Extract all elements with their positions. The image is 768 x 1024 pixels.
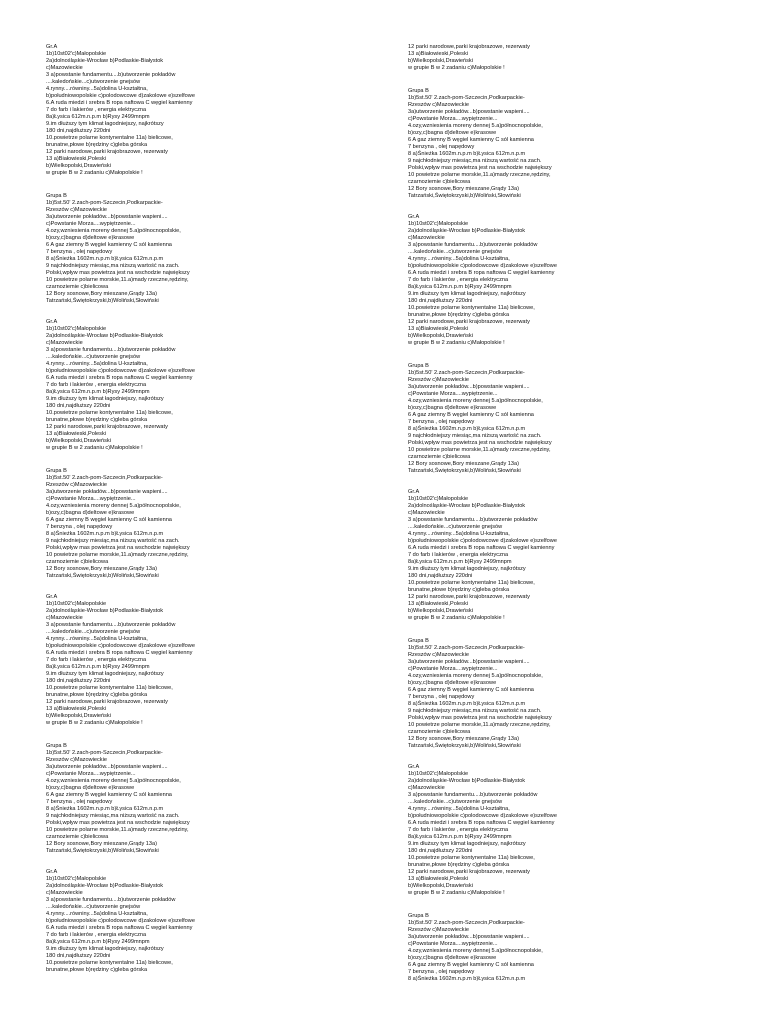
left-block-0-line: 13 a)Białowieski,Poleski xyxy=(46,156,107,162)
right-block-5-line: Polski,wpływ mas powietrza jest na wschodzie największy xyxy=(408,715,552,721)
left-block-0-line: b)Wielkopolski,Drawieński xyxy=(46,163,111,169)
left-block-4-line: 1b)10st02'c)Małopolskie xyxy=(46,601,107,607)
right-block-4-line: w grupie B w 2 zadaniu c)Małopolskie ! xyxy=(408,615,505,621)
right-block-6-line: 7 do farb i lakierów , energia elektryczna xyxy=(408,827,509,833)
left-block-2-line: c)Mazowieckie xyxy=(46,340,83,346)
right-block-3-line: 1b)5st.50' 2.zach-pom-Szczecin,Podkarpackie- xyxy=(408,370,525,376)
right-block-5-line: 1b)5st.50' 2.zach-pom-Szczecin,Podkarpackie- xyxy=(408,645,525,651)
left-block-0-line: 4.rynny....równiny...5a)dolina U-kształtna, xyxy=(46,86,148,92)
right-block-6-line: 9.im dłuższy tym klimat łagodniejszy, najkrótszy xyxy=(408,841,526,847)
right-block-1-line: 1b)5st.50' 2.zach-pom-Szczecin,Podkarpackie- xyxy=(408,95,525,101)
left-block-6-line: ....kaledońskie...c)utworzenie gnejsów xyxy=(46,904,141,910)
left-block-1-line: c)Powstanie Morza....wypiętrzenie... xyxy=(46,221,136,227)
right-block-7-line: 4.ozy,wzniesienia moreny dennej 5.a)północnopolskie, xyxy=(408,948,543,954)
right-block-0-line: w grupie B w 2 zadaniu c)Małopolskie ! xyxy=(408,65,505,71)
left-block-5-line: Grupa B xyxy=(46,743,67,749)
right-block-5-line: Grupa B xyxy=(408,638,429,644)
left-block-2-line: b)południowopolskie c)polodowcowe d)zakolowe e)szelfowe xyxy=(46,368,195,374)
right-block-3-line: 8 a)Śnieżka 1602m.n.p.m b)Łysica 612m.n.p.m xyxy=(408,426,526,432)
left-block-4-line: 3 a)powstanie fundamentu....b)utworzenie pokładów xyxy=(46,622,176,628)
left-block-4-line: brunatne,płowe b)rędziny c)gleba górska xyxy=(46,692,148,698)
left-block-2-line: 2a)dolnośląskie-Wrocław b)Podlaskie-Białystok xyxy=(46,333,164,339)
left-block-6-line: b)południowopolskie c)polodowcowe d)zakolowe e)szelfowe xyxy=(46,918,195,924)
left-block-1-line: b)ozy,c)bagna d)deltowe e)krasowe xyxy=(46,235,135,241)
right-block-6-line: 2a)dolnośląskie-Wrocław b)Podlaskie-Białystok xyxy=(408,778,526,784)
left-block-1-line: 4.ozy,wzniesienia moreny dennej 5.a)północnopolskie, xyxy=(46,228,181,234)
left-block-6-line: Gr.A xyxy=(46,869,58,875)
left-block-4-line: w grupie B w 2 zadaniu c)Małopolskie ! xyxy=(46,720,143,726)
left-block-2-line: 7 do farb i lakierów , energia elektryczna xyxy=(46,382,147,388)
right-block-1-line: Rzeszów c)Mazowieckie xyxy=(408,102,469,108)
left-block-3-line: 9 najchłodniejszy miesiąc,ma niższą wartość na zach. xyxy=(46,538,180,544)
right-block-5-line: 4.ozy,wzniesienia moreny dennej 5.a)północnopolskie, xyxy=(408,673,543,679)
left-block-3-line: 8 a)Śnieżka 1602m.n.p.m b)Łysica 612m.n.p.m xyxy=(46,531,164,537)
left-block-5-line: 10 powietrze polarne morskie,11.a)mady rzeczne,rędziny, xyxy=(46,827,189,833)
right-block-6-line: ....kaledońskie...c)utworzenie gnejsów xyxy=(408,799,503,805)
right-block-4-line: c)Mazowieckie xyxy=(408,510,445,516)
right-block-3-line: 9 najchłodniejszy miesiąc,ma niższą wartość na zach. xyxy=(408,433,542,439)
right-block-6-line: c)Mazowieckie xyxy=(408,785,445,791)
left-block-4-line: 6.A ruda miedzi i srebra B ropa naftowa C węgiel kamienny xyxy=(46,650,193,656)
right-block-5-line: Tatrzański,Świętokrzyski,b)Woliński,Słowiński xyxy=(408,743,521,749)
right-block-1-line: 4.ozy,wzniesienia moreny dennej 5.a)północnopolskie, xyxy=(408,123,543,129)
right-block-3-line: Polski,wpływ mas powietrza jest na wschodzie największy xyxy=(408,440,552,446)
left-block-4-line: 7 do farb i lakierów , energia elektryczna xyxy=(46,657,147,663)
left-block-2-line: 6.A ruda miedzi i srebra B ropa naftowa C węgiel kamienny xyxy=(46,375,193,381)
right-block-5-line: 8 a)Śnieżka 1602m.n.p.m b)Łysica 612m.n.p.m xyxy=(408,701,526,707)
right-block-3-line: Rzeszów c)Mazowieckie xyxy=(408,377,469,383)
right-block-3-line: c)Powstanie Morza....wypiętrzenie... xyxy=(408,391,498,397)
left-block-4-line: ....kaledońskie...c)utworzenie gnejsów xyxy=(46,629,141,635)
left-block-1-line: Tatrzański,Świętokrzyski,b)Woliński,Słowiński xyxy=(46,298,159,304)
right-block-5-line: czarnoziemie c)bielicowa xyxy=(408,729,471,735)
left-block-2-line: 13 a)Białowieski,Poleski xyxy=(46,431,107,437)
right-block-4-line: ....kaledońskie...c)utworzenie gnejsów xyxy=(408,524,503,530)
right-block-6-line: b)południowopolskie c)polodowcowe d)zakolowe e)szelfowe xyxy=(408,813,557,819)
left-block-6-line: 3 a)powstanie fundamentu....b)utworzenie pokładów xyxy=(46,897,176,903)
left-block-5-line: 7 benzyna , olej napędowy xyxy=(46,799,113,805)
right-block-4-line: 12 parki narodowe,parki krajobrazowe, rezerwaty xyxy=(408,594,530,600)
left-block-2-line: b)Wielkopolski,Drawieński xyxy=(46,438,111,444)
left-block-5-line: 6 A gaz ziemny B węgiel kamienny C sól kamienna xyxy=(46,792,172,798)
right-block-7-line: Grupa B xyxy=(408,913,429,919)
left-block-5-line: c)Powstanie Morza....wypiętrzenie... xyxy=(46,771,136,777)
left-block-6-line: c)Mazowieckie xyxy=(46,890,83,896)
right-block-1-line: 7 benzyna , olej napędowy xyxy=(408,144,475,150)
left-block-4-line: 9.im dłuższy tym klimat łagodniejszy, najkrótszy xyxy=(46,671,164,677)
right-block-2-line: 9.im dłuższy tym klimat łagodniejszy, najkrótszy xyxy=(408,291,526,297)
left-block-0-line: ....kaledońskie...c)utworzenie gnejsów xyxy=(46,79,141,85)
left-block-3-line: 6 A gaz ziemny B węgiel kamienny C sól kamienna xyxy=(46,517,172,523)
left-block-1-line: 8 a)Śnieżka 1602m.n.p.m b)Łysica 612m.n.p.m xyxy=(46,256,164,262)
right-block-3-line: 3a)utworzenie pokładów...b)powstanie wapieni.... xyxy=(408,384,530,390)
left-block-5-line: Rzeszów c)Mazowieckie xyxy=(46,757,107,763)
right-block-4-line: b)południowopolskie c)polodowcowe d)zakolowe e)szelfowe xyxy=(408,538,557,544)
left-block-4-line: b)południowopolskie c)polodowcowe d)zakolowe e)szelfowe xyxy=(46,643,195,649)
right-block-6-line: 180 dni,najdłuższy 220dni xyxy=(408,848,473,854)
right-block-5-line: 3a)utworzenie pokładów...b)powstanie wapieni.... xyxy=(408,659,530,665)
right-block-6-line: w grupie B w 2 zadaniu c)Małopolskie ! xyxy=(408,890,505,896)
left-block-0-line: brunatne,płowe b)rędziny c)gleba górska xyxy=(46,142,148,148)
right-block-3-line: b)ozy,c)bagna d)deltowe e)krasowe xyxy=(408,405,497,411)
right-block-0-line: 12 parki narodowe,parki krajobrazowe, rezerwaty xyxy=(408,44,530,50)
right-block-1-line: Grupa B xyxy=(408,88,429,94)
right-block-2-line: b)Wielkopolski,Drawieński xyxy=(408,333,473,339)
right-block-1-line: Polski,wpływ mas powietrza jest na wschodzie największy xyxy=(408,165,552,171)
right-block-5-line: 6 A gaz ziemny B węgiel kamienny C sól kamienna xyxy=(408,687,534,693)
right-block-7-line: Rzeszów c)Mazowieckie xyxy=(408,927,469,933)
left-block-6-line: brunatne,płowe b)rędziny c)gleba górska xyxy=(46,967,148,973)
left-block-0-line: 1b)10st02'c)Małopolskie xyxy=(46,51,107,57)
right-block-1-line: 8 a)Śnieżka 1602m.n.p.m b)Łysica 612m.n.p.m xyxy=(408,151,526,157)
right-block-4-line: 13 a)Białowieski,Poleski xyxy=(408,601,469,607)
left-block-3-line: b)ozy,c)bagna d)deltowe e)krasowe xyxy=(46,510,135,516)
left-block-3-line: 1b)5st.50' 2.zach-pom-Szczecin,Podkarpackie- xyxy=(46,475,163,481)
left-block-2-line: 12 parki narodowe,parki krajobrazowe, rezerwaty xyxy=(46,424,168,430)
right-block-2-line: 13 a)Białowieski,Poleski xyxy=(408,326,469,332)
left-block-4-line: b)Wielkopolski,Drawieński xyxy=(46,713,111,719)
left-block-3-line: 4.ozy,wzniesienia moreny dennej 5.a)północnopolskie, xyxy=(46,503,181,509)
left-block-3-line: c)Powstanie Morza....wypiętrzenie... xyxy=(46,496,136,502)
left-block-3-line: Tatrzański,Świętokrzyski,b)Woliński,Słowiński xyxy=(46,573,159,579)
left-block-3-line: 12 Bory sosnowe,Bory mieszane,Grądy 13a) xyxy=(46,566,157,572)
left-block-4-line: 2a)dolnośląskie-Wrocław b)Podlaskie-Białystok xyxy=(46,608,164,614)
right-block-2-line: 12 parki narodowe,parki krajobrazowe, rezerwaty xyxy=(408,319,530,325)
right-block-5-line: c)Powstanie Morza....wypiętrzenie... xyxy=(408,666,498,672)
right-block-4-line: Gr.A xyxy=(408,489,420,495)
right-block-7-line: b)ozy,c)bagna d)deltowe e)krasowe xyxy=(408,955,497,961)
left-block-5-line: 3a)utworzenie pokładów...b)powstanie wapieni.... xyxy=(46,764,168,770)
left-block-2-line: 4.rynny....równiny...5a)dolina U-kształtna, xyxy=(46,361,148,367)
right-block-2-line: brunatne,płowe b)rędziny c)gleba górska xyxy=(408,312,510,318)
left-block-4-line: 4.rynny....równiny...5a)dolina U-kształtna, xyxy=(46,636,148,642)
right-block-1-line: b)ozy,c)bagna d)deltowe e)krasowe xyxy=(408,130,497,136)
left-block-1-line: Rzeszów c)Mazowieckie xyxy=(46,207,107,213)
right-block-7-line: c)Powstanie Morza....wypiętrzenie... xyxy=(408,941,498,947)
left-block-2-line: ....kaledońskie...c)utworzenie gnejsów xyxy=(46,354,141,360)
left-block-5-line: Tatrzański,Świętokrzyski,b)Woliński,Słowiński xyxy=(46,848,159,854)
left-block-0-line: c)Mazowieckie xyxy=(46,65,83,71)
left-block-6-line: 9.im dłuższy tym klimat łagodniejszy, najkrótszy xyxy=(46,946,164,952)
left-block-4-line: 10.powietrze polarne kontynentalne 11a) bielicowe, xyxy=(46,685,173,691)
left-block-2-line: Gr.A xyxy=(46,319,58,325)
left-block-6-line: 10.powietrze polarne kontynentalne 11a) bielicowe, xyxy=(46,960,173,966)
right-block-4-line: 7 do farb i lakierów , energia elektryczna xyxy=(408,552,509,558)
left-block-5-line: 12 Bory sosnowe,Bory mieszane,Grądy 13a) xyxy=(46,841,157,847)
left-block-0-line: Gr.A xyxy=(46,44,58,50)
right-block-4-line: 1b)10st02'c)Małopolskie xyxy=(408,496,469,502)
left-block-0-line: 6.A ruda miedzi i srebra B ropa naftowa C węgiel kamienny xyxy=(46,100,193,106)
right-block-5-line: 9 najchłodniejszy miesiąc,ma niższą wartość na zach. xyxy=(408,708,542,714)
right-block-6-line: 13 a)Białowieski,Poleski xyxy=(408,876,469,882)
left-block-6-line: 8a)Łysica 612m.n.p.m b)Rysy 2499mnpm xyxy=(46,939,150,945)
right-block-1-line: 3a)utworzenie pokładów...b)powstanie wapieni.... xyxy=(408,109,530,115)
left-block-1-line: Grupa B xyxy=(46,193,67,199)
left-block-1-line: 6 A gaz ziemny B węgiel kamienny C sól kamienna xyxy=(46,242,172,248)
left-block-6-line: 6.A ruda miedzi i srebra B ropa naftowa C węgiel kamienny xyxy=(46,925,193,931)
left-block-2-line: 9.im dłuższy tym klimat łagodniejszy, najkrótszy xyxy=(46,396,164,402)
right-block-3-line: 6 A gaz ziemny B węgiel kamienny C sól kamienna xyxy=(408,412,534,418)
right-block-0-line: 13 a)Białowieski,Poleski xyxy=(408,51,469,57)
left-block-0-line: 12 parki narodowe,parki krajobrazowe, rezerwaty xyxy=(46,149,168,155)
left-block-1-line: 3a)utworzenie pokładów...b)powstanie wapieni.... xyxy=(46,214,168,220)
right-block-3-line: Tatrzański,Świętokrzyski,b)Woliński,Słowiński xyxy=(408,468,521,474)
right-block-3-line: 7 benzyna , olej napędowy xyxy=(408,419,475,425)
left-block-1-line: Polski,wpływ mas powietrza jest na wschodzie największy xyxy=(46,270,190,276)
right-block-1-line: 9 najchłodniejszy miesiąc,ma niższą wartość na zach. xyxy=(408,158,542,164)
left-block-3-line: czarnoziemie c)bielicowa xyxy=(46,559,109,565)
left-block-1-line: 9 najchłodniejszy miesiąc,ma niższą wartość na zach. xyxy=(46,263,180,269)
right-block-4-line: 6.A ruda miedzi i srebra B ropa naftowa C węgiel kamienny xyxy=(408,545,555,551)
left-block-1-line: 12 Bory sosnowe,Bory mieszane,Grądy 13a) xyxy=(46,291,157,297)
right-block-7-line: 8 a)Śnieżka 1602m.n.p.m b)Łysica 612m.n.p.m xyxy=(408,976,526,982)
left-block-0-line: 2a)dolnośląskie-Wrocław b)Podlaskie-Białystok xyxy=(46,58,164,64)
right-block-5-line: b)ozy,c)bagna d)deltowe e)krasowe xyxy=(408,680,497,686)
right-block-3-line: 10 powietrze polarne morskie,11.a)mady rzeczne,rędziny, xyxy=(408,447,551,453)
right-block-4-line: 10.powietrze polarne kontynentalne 11a) bielicowe, xyxy=(408,580,535,586)
right-block-6-line: 10.powietrze polarne kontynentalne 11a) bielicowe, xyxy=(408,855,535,861)
right-block-2-line: 4.rynny....równiny...5a)dolina U-kształtna, xyxy=(408,256,510,262)
right-block-2-line: 1b)10st02'c)Małopolskie xyxy=(408,221,469,227)
left-block-5-line: 9 najchłodniejszy miesiąc,ma niższą wartość na zach. xyxy=(46,813,180,819)
left-block-3-line: Rzeszów c)Mazowieckie xyxy=(46,482,107,488)
left-block-2-line: w grupie B w 2 zadaniu c)Małopolskie ! xyxy=(46,445,143,451)
right-block-3-line: 4.ozy,wzniesienia moreny dennej 5.a)północnopolskie, xyxy=(408,398,543,404)
right-block-2-line: c)Mazowieckie xyxy=(408,235,445,241)
right-block-2-line: 8a)Łysica 612m.n.p.m b)Rysy 2499mnpm xyxy=(408,284,512,290)
left-block-6-line: 2a)dolnośląskie-Wrocław b)Podlaskie-Białystok xyxy=(46,883,164,889)
right-block-4-line: 180 dni,najdłuższy 220dni xyxy=(408,573,473,579)
right-block-1-line: czarnoziemie c)bielicowa xyxy=(408,179,471,185)
left-block-0-line: w grupie B w 2 zadaniu c)Małopolskie ! xyxy=(46,170,143,176)
left-block-4-line: c)Mazowieckie xyxy=(46,615,83,621)
left-block-6-line: 4.rynny....równiny...5a)dolina U-kształtna, xyxy=(46,911,148,917)
right-block-4-line: b)Wielkopolski,Drawieński xyxy=(408,608,473,614)
right-block-6-line: 8a)Łysica 612m.n.p.m b)Rysy 2499mnpm xyxy=(408,834,512,840)
right-block-5-line: 10 powietrze polarne morskie,11.a)mady rzeczne,rędziny, xyxy=(408,722,551,728)
left-block-1-line: 1b)5st.50' 2.zach-pom-Szczecin,Podkarpackie- xyxy=(46,200,163,206)
right-block-6-line: 12 parki narodowe,parki krajobrazowe, rezerwaty xyxy=(408,869,530,875)
right-block-5-line: 12 Bory sosnowe,Bory mieszane,Grądy 13a) xyxy=(408,736,519,742)
left-block-0-line: 9.im dłuższy tym klimat łagodniejszy, najkrótszy xyxy=(46,121,164,127)
left-block-5-line: b)ozy,c)bagna d)deltowe e)krasowe xyxy=(46,785,135,791)
left-block-3-line: Polski,wpływ mas powietrza jest na wschodzie największy xyxy=(46,545,190,551)
left-block-0-line: b)południowopolskie c)polodowcowe d)zakolowe e)szelfowe xyxy=(46,93,195,99)
left-block-4-line: 12 parki narodowe,parki krajobrazowe, rezerwaty xyxy=(46,699,168,705)
right-block-3-line: czarnoziemie c)bielicowa xyxy=(408,454,471,460)
right-block-6-line: 6.A ruda miedzi i srebra B ropa naftowa C węgiel kamienny xyxy=(408,820,555,826)
left-block-5-line: 8 a)Śnieżka 1602m.n.p.m b)Łysica 612m.n.p.m xyxy=(46,806,164,812)
right-block-0-line: b)Wielkopolski,Drawieński xyxy=(408,58,473,64)
left-block-4-line: 8a)Łysica 612m.n.p.m b)Rysy 2499mnpm xyxy=(46,664,150,670)
right-block-7-line: 6 A gaz ziemny B węgiel kamienny C sól kamienna xyxy=(408,962,534,968)
right-block-6-line: 1b)10st02'c)Małopolskie xyxy=(408,771,469,777)
left-block-3-line: 7 benzyna , olej napędowy xyxy=(46,524,113,530)
left-block-6-line: 180 dni,najdłuższy 220dni xyxy=(46,953,111,959)
right-block-6-line: 3 a)powstanie fundamentu....b)utworzenie pokładów xyxy=(408,792,538,798)
right-block-2-line: 10.powietrze polarne kontynentalne 11a) bielicowe, xyxy=(408,305,535,311)
left-block-4-line: Gr.A xyxy=(46,594,58,600)
left-block-2-line: 180 dni,najdłuższy 220dni xyxy=(46,403,111,409)
left-block-5-line: Polski,wpływ mas powietrza jest na wschodzie największy xyxy=(46,820,190,826)
left-block-5-line: 1b)5st.50' 2.zach-pom-Szczecin,Podkarpackie- xyxy=(46,750,163,756)
left-block-2-line: brunatne,płowe b)rędziny c)gleba górska xyxy=(46,417,148,423)
right-block-3-line: 12 Bory sosnowe,Bory mieszane,Grądy 13a) xyxy=(408,461,519,467)
right-block-4-line: 3 a)powstanie fundamentu....b)utworzenie pokładów xyxy=(408,517,538,523)
left-block-1-line: czarnoziemie c)bielicowa xyxy=(46,284,109,290)
left-block-4-line: 180 dni,najdłuższy 220dni xyxy=(46,678,111,684)
right-block-4-line: 2a)dolnośląskie-Wrocław b)Podlaskie-Białystok xyxy=(408,503,526,509)
left-block-1-line: 7 benzyna , olej napędowy xyxy=(46,249,113,255)
right-block-6-line: Gr.A xyxy=(408,764,420,770)
right-block-1-line: 12 Bory sosnowe,Bory mieszane,Grądy 13a) xyxy=(408,186,519,192)
right-block-4-line: 4.rynny....równiny...5a)dolina U-kształtna, xyxy=(408,531,510,537)
right-block-5-line: Rzeszów c)Mazowieckie xyxy=(408,652,469,658)
right-block-7-line: 3a)utworzenie pokładów...b)powstanie wapieni.... xyxy=(408,934,530,940)
right-block-2-line: 2a)dolnośląskie-Wrocław b)Podlaskie-Białystok xyxy=(408,228,526,234)
right-block-2-line: w grupie B w 2 zadaniu c)Małopolskie ! xyxy=(408,340,505,346)
left-block-5-line: czarnoziemie c)bielicowa xyxy=(46,834,109,840)
left-block-0-line: 10.powietrze polarne kontynentalne 11a) bielicowe, xyxy=(46,135,173,141)
right-block-4-line: 8a)Łysica 612m.n.p.m b)Rysy 2499mnpm xyxy=(408,559,512,565)
right-block-4-line: brunatne,płowe b)rędziny c)gleba górska xyxy=(408,587,510,593)
left-block-1-line: 10 powietrze polarne morskie,11.a)mady rzeczne,rędziny, xyxy=(46,277,189,283)
left-block-0-line: 180 dni,najdłuższy 220dni xyxy=(46,128,111,134)
right-block-1-line: 6 A gaz ziemny B węgiel kamienny C sól kamienna xyxy=(408,137,534,143)
right-block-2-line: ....kaledońskie...c)utworzenie gnejsów xyxy=(408,249,503,255)
right-block-6-line: b)Wielkopolski,Drawieński xyxy=(408,883,473,889)
left-block-3-line: 3a)utworzenie pokładów...b)powstanie wapieni.... xyxy=(46,489,168,495)
right-block-1-line: Tatrzański,Świętokrzyski,b)Woliński,Słowiński xyxy=(408,193,521,199)
left-block-0-line: 3 a)powstanie fundamentu....b)utworzenie pokładów xyxy=(46,72,176,78)
right-block-2-line: 3 a)powstanie fundamentu....b)utworzenie pokładów xyxy=(408,242,538,248)
right-block-7-line: 7 benzyna , olej napędowy xyxy=(408,969,475,975)
left-block-2-line: 8a)Łysica 612m.n.p.m b)Rysy 2499mnpm xyxy=(46,389,150,395)
right-block-1-line: 10 powietrze polarne morskie,11.a)mady rzeczne,rędziny, xyxy=(408,172,551,178)
left-block-6-line: 1b)10st02'c)Małopolskie xyxy=(46,876,107,882)
right-block-4-line: 9.im dłuższy tym klimat łagodniejszy, najkrótszy xyxy=(408,566,526,572)
left-block-2-line: 3 a)powstanie fundamentu....b)utworzenie pokładów xyxy=(46,347,176,353)
right-block-7-line: 1b)5st.50' 2.zach-pom-Szczecin,Podkarpackie- xyxy=(408,920,525,926)
right-block-5-line: 7 benzyna , olej napędowy xyxy=(408,694,475,700)
right-block-2-line: b)południowopolskie c)polodowcowe d)zakolowe e)szelfowe xyxy=(408,263,557,269)
left-block-0-line: 8a)Łysica 612m.n.p.m b)Rysy 2499mnpm xyxy=(46,114,150,120)
right-block-3-line: Grupa B xyxy=(408,363,429,369)
left-block-2-line: 10.powietrze polarne kontynentalne 11a) bielicowe, xyxy=(46,410,173,416)
left-block-2-line: 1b)10st02'c)Małopolskie xyxy=(46,326,107,332)
left-block-0-line: 7 do farb i lakierów , energia elektryczna xyxy=(46,107,147,113)
right-block-6-line: 4.rynny....równiny...5a)dolina U-kształtna, xyxy=(408,806,510,812)
right-block-2-line: Gr.A xyxy=(408,214,420,220)
left-block-4-line: 13 a)Białowieski,Poleski xyxy=(46,706,107,712)
left-block-5-line: 4.ozy,wzniesienia moreny dennej 5.a)północnopolskie, xyxy=(46,778,181,784)
right-block-2-line: 7 do farb i lakierów , energia elektryczna xyxy=(408,277,509,283)
right-block-1-line: c)Powstanie Morza....wypiętrzenie... xyxy=(408,116,498,122)
right-block-2-line: 180 dni,najdłuższy 220dni xyxy=(408,298,473,304)
right-block-6-line: brunatne,płowe b)rędziny c)gleba górska xyxy=(408,862,510,868)
right-block-2-line: 6.A ruda miedzi i srebra B ropa naftowa C węgiel kamienny xyxy=(408,270,555,276)
left-block-3-line: 10 powietrze polarne morskie,11.a)mady rzeczne,rędziny, xyxy=(46,552,189,558)
left-block-3-line: Grupa B xyxy=(46,468,67,474)
left-block-6-line: 7 do farb i lakierów , energia elektryczna xyxy=(46,932,147,938)
